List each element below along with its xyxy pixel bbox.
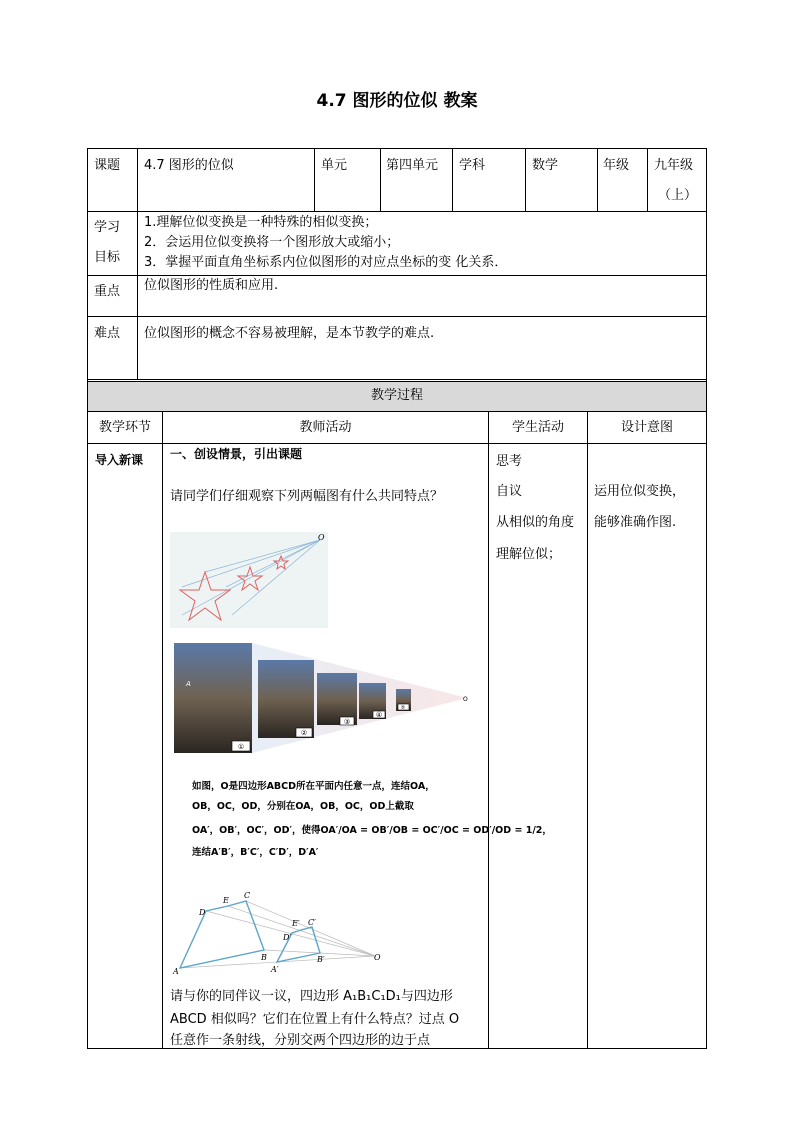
label-key-points: 重点 [94,284,121,299]
process-header: 教学过程 [370,388,423,403]
proof-line-4: 连结A′B′，B′C′，C′D′，D′A′ [192,847,319,858]
knight-photos-figure [172,638,476,758]
photo-label-3: ③ [343,718,351,726]
student-activity-2: 自议 [496,484,523,499]
grade-value-line2: （上） [658,188,698,203]
proof-line-1: 如图，O是四边形ABCD所在平面内任意一点，连结OA， [192,781,435,792]
discussion-line-3: 任意作一条射线，分别交两个四边形的边于点 [170,1033,431,1048]
quad-label-e: E [223,896,229,905]
table-border-left [87,148,88,1049]
unit-value: 第四单元 [386,158,439,173]
table-border-right [706,148,707,1049]
goal-item-1: 1.理解位似变换是一种特殊的相似变换； [144,215,378,230]
goal-item-3: 3．掌握平面直角坐标系内位似图形的对应点坐标的变 化关系． [144,255,508,270]
col-rule [525,148,526,212]
quadrilateral-figure [170,888,390,978]
label-goals-line1: 学习 [94,220,121,235]
goal-item-2: 2．会运用位似变换将一个图形放大或缩小； [144,235,400,250]
label-subject: 学科 [459,158,486,173]
proof-line-2: OB，OC，OD，分别在OA，OB，OC，OD上截取 [192,801,414,812]
quad-label-d1: D′ [283,933,292,942]
quad-label-c1: C′ [308,918,316,927]
document-title: 4.7 图形的位似 教案 [316,91,478,111]
student-activity-4: 理解位似； [496,547,562,562]
quad-label-c: C [244,891,251,900]
col-rule [314,148,315,212]
col-rule [647,148,648,212]
photo-point-o: O [463,696,468,703]
difficult-points-text: 位似图形的概念不容易被理解，是本节教学的难点. [144,326,435,341]
col-header-stage: 教学环节 [98,420,151,435]
label-grade: 年级 [603,158,630,173]
col-header-intent: 设计意图 [620,420,673,435]
label-topic: 课题 [94,158,121,173]
col-header-student: 学生活动 [511,420,564,435]
label-goals-line2: 目标 [94,250,121,265]
col-rule [597,148,598,212]
col-rule [380,148,381,212]
student-activity-3: 从相似的角度 [496,515,575,530]
col-rule [587,411,588,1049]
photo-label-1: ① [237,743,245,751]
stage-label: 导入新课 [95,453,144,467]
quad-abcd [180,901,264,968]
design-intent-1: 运用位似变换， [594,484,686,499]
label-difficult-points: 难点 [94,326,121,341]
label-unit: 单元 [321,158,348,173]
teacher-heading: 一、创设情景，引出课题 [170,447,303,461]
photo-label-4: ④ [375,711,383,719]
teacher-question: 请同学们仔细观察下列两幅图有什么共同特点？ [170,489,444,504]
design-intent-2: 能够准确作图. [594,515,677,530]
quad-label-b: B [261,953,267,962]
stars-figure [170,532,328,628]
col-rule [162,411,163,1049]
row-rule [87,411,707,412]
proof-line-3: OA′，OB′，OC′，OD′，使得OA′/OA = OB′/OB = OC′/OC = OD′/OD = 1/2， [192,825,552,836]
grade-value-line1: 九年级 [654,158,694,173]
quad-label-d: D [199,908,206,917]
student-activity-1: 思考 [496,454,523,469]
table-border-top [87,148,707,149]
topic-value: 4.7 图形的位似 [144,158,234,173]
col-rule [488,411,489,1049]
row-rule [87,379,707,380]
row-rule [87,211,707,212]
col-rule [452,148,453,212]
subject-value: 数学 [532,158,559,173]
discussion-line-1: 请与你的同伴议一议，四边形 A₁B₁C₁D₁与四边形 [170,989,453,1004]
col-rule [137,148,138,380]
photo-label-2: ② [300,729,308,737]
row-rule [87,316,707,317]
row-rule [87,381,707,382]
quad-label-e1: E′ [292,919,300,928]
quad-label-a1: A′ [271,965,279,974]
star-center-label: O [318,533,325,542]
key-points-text: 位似图形的性质和应用. [144,278,279,293]
photo-1 [174,643,252,753]
quad-label-o: O [374,953,381,962]
photo-2 [258,660,314,738]
photo-point-a: A [186,680,191,688]
quad-label-b1: B′ [317,955,325,964]
col-header-teacher: 教师活动 [299,420,352,435]
discussion-line-2: ABCD 相似吗？它们在位置上有什么特点？过点 O [170,1012,460,1027]
quad-label-a: A [173,967,179,976]
photo-label-5: ⑤ [400,705,406,711]
